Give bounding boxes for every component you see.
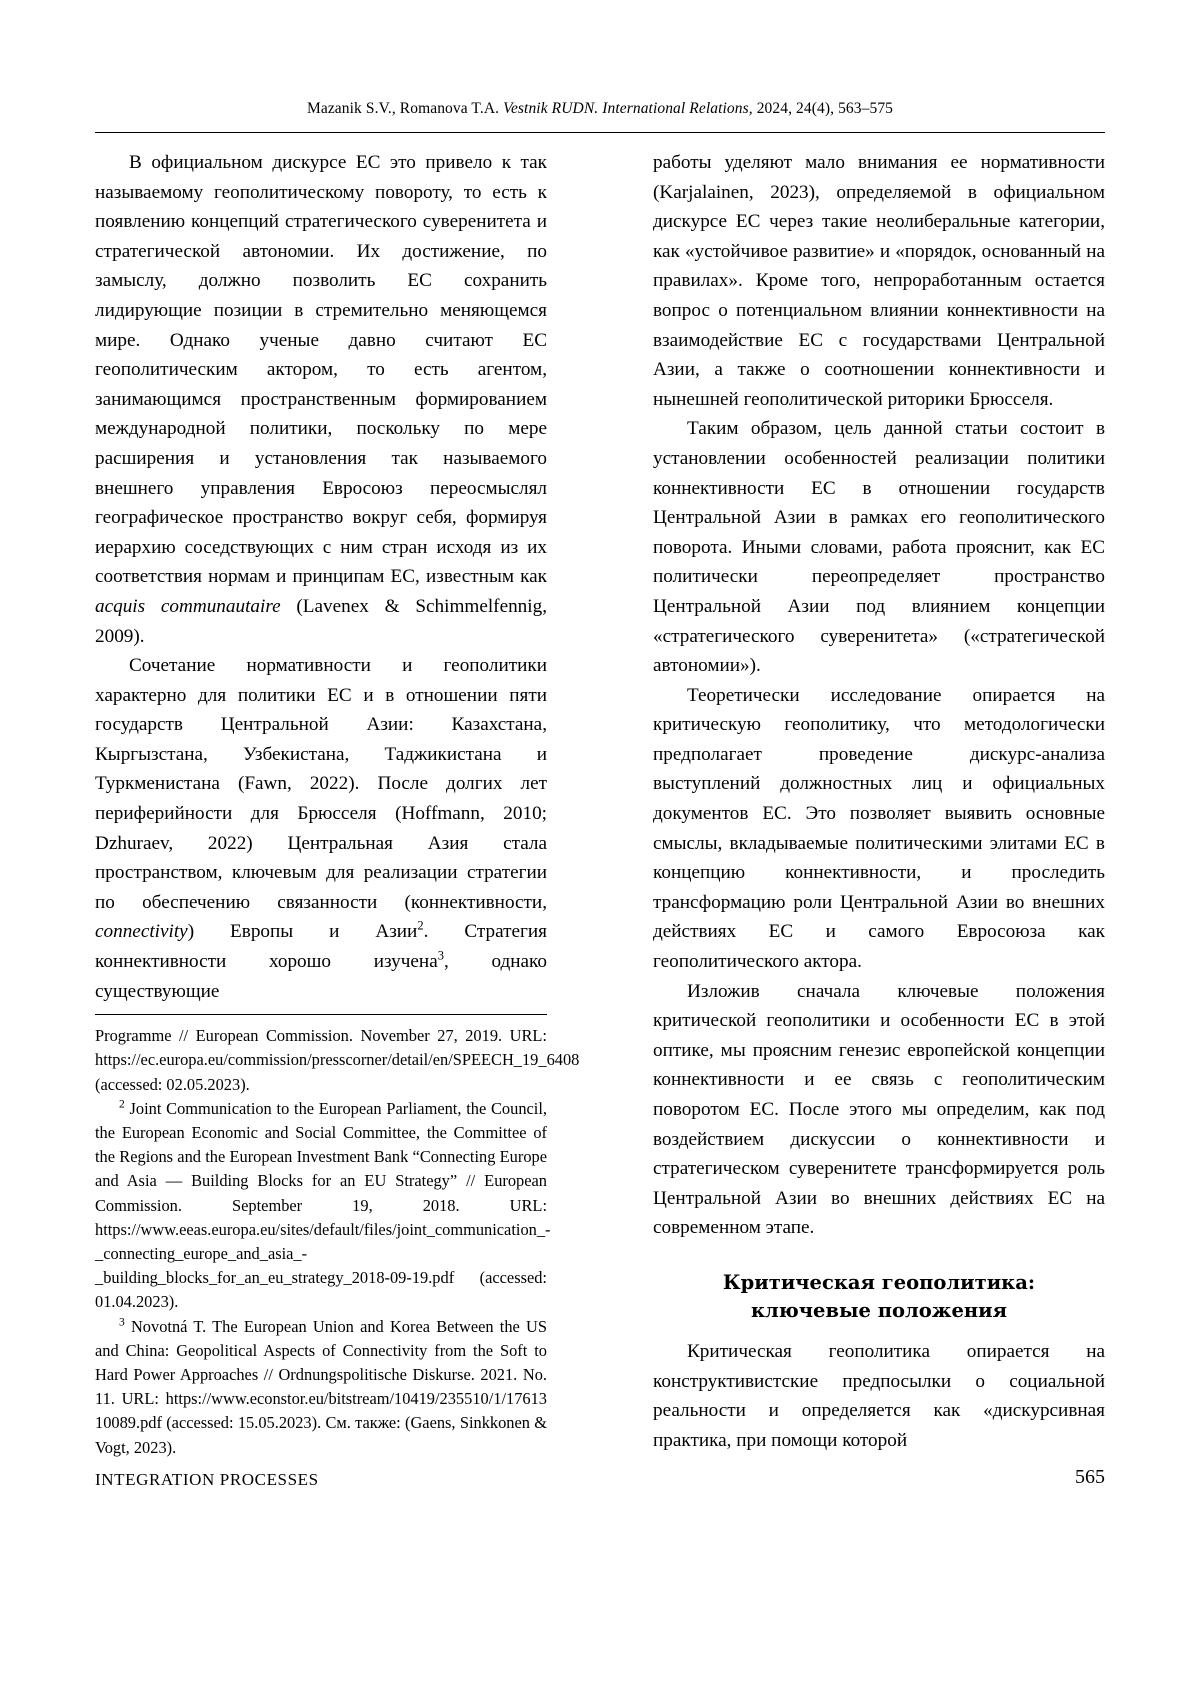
footnote-divider (95, 1014, 547, 1015)
footer-section-label: INTEGRATION PROCESSES (95, 1470, 319, 1489)
paragraph-italic-term: connectivity (95, 921, 188, 943)
paragraph-text: В официальном дискурсе ЕС это привело к так называемому геополитическому повороту, то есть к появлению концепций стратегического суверенитета и стратегической автономии. Их достижение, по замыслу, должно позволить ЕС сохранить лидирующие позиции в стремительно меняющемся мире. Однако ученые давно считают ЕС геополитическим актором, то есть агентом, занимающимся пространственным формированием международной политики, поскольку по мере расширения и установления так называемого внешнего управления Евросоюз переосмыслял географическое пространство вокруг себя, формируя иерархию соседствующих с ним стран исходя из их соответствия нормам и принципам ЕС, известным как (95, 152, 547, 588)
section-heading (653, 1269, 1105, 1325)
footnote-marker: 2 (119, 1098, 125, 1111)
paragraph-tail-b: . Стратегия коннективности хорошо изучена (95, 921, 547, 973)
paragraph-tail: (Lavenex & Schimmelfennig, 2009). (95, 595, 547, 647)
column-right (653, 148, 1105, 1455)
paragraph: Теоретически исследование опирается на критическую геополитику, что методологически предполагает проведение дискурс-анализа выступлений должностных лиц и официальных документов ЕС. Это позволяет выявить основные смыслы, вкладываемые политическими элитами ЕС в концепцию коннективности, и проследить трансформацию роли Центральной Азии во внешних действиях ЕС и самого Евросоюза как геополитического актора. (653, 684, 1105, 973)
footnote-text: Joint Communication to the European Parliament, the Council, the European Economic and Social Committee, the Committee of the Regions and the European Investment Bank “Connecting Europe and Asia — Building Blocks for an EU Strategy” // European Commission. September 19, 2018. URL: https://www.eeas.europa.eu/sites/default/files/joint_communication_-_connecting_europe_and_asia_-_building_blocks_for_an_eu_strategy_2018-09-19.pdf (accessed: 01.04.2023). (95, 1098, 551, 1312)
paragraph: Критическая геополитика опирается на конструктивистские предпосылки о социальной реальности и определяется как «дискурсивная практика, при помощи которой (653, 1340, 1105, 1451)
footnote-marker: 3 (119, 1316, 125, 1329)
paragraph-text: Сочетание нормативности и геополитики характерно для политики ЕС и в отношении пяти государств Центральной Азии: Казахстана, Кыргызстана, Узбекистана, Таджикистана и Туркменистана (Fawn, 2022). После долгих лет периферийности для Брюсселя (Hoffmann, 2010; Dzhuraev, 2022) Центральная Азия стала пространством, ключевым для реализации стратегии по обеспечению связанности (коннективности, (95, 655, 547, 913)
running-head-authors: Mazanik S.V., Romanova T.A. (306, 100, 500, 117)
body-columns (95, 148, 1105, 1457)
paragraph: Таким образом, цель данной статьи состоит в установлении особенностей реализации политики коннективности ЕС в отношении государств Центральной Азии в рамках его геополитического поворота. Иными словами, работа прояснит, как ЕС политически переопределяет пространство Центральной Азии под влиянием концепции «стратегического суверенитета» («стратегической автономии»). (653, 418, 1105, 677)
paragraph (95, 148, 547, 651)
footnote-marker-2: 2 (417, 919, 424, 934)
footnote-text: Novotná T. The European Union and Korea Between the US and China: Geopolitical Aspects of Connectivity from the Soft to Hard Power Approaches // Ordnungspolitische Diskurse. 2021. No. 11. URL: https://www.econstor.eu/bitstream/10419/235510/1/17613 10089.pdf (accessed: 15.05.2023). См. также: (Gaens, Sinkkonen & Vogt, 2023). (95, 1316, 547, 1457)
section-heading-line2: ключевые положения (750, 1298, 1008, 1322)
footnote-text: Programme // European Commission. November 27, 2019. URL: https://ec.europa.eu/commission/presscorner/detail/en/SPEECH_19_6408 (accessed: 02.05.2023). (95, 1026, 580, 1094)
paragraph-italic-term: acquis communautaire (95, 595, 281, 617)
column-left (95, 148, 580, 1460)
paragraph: Изложив сначала ключевые положения критической геополитики и особенности ЕС в этой оптике, мы проясним генезис европейской концепции коннективности и ее связь с геополитическим поворотом ЕС. После этого мы определим, как под воздействием дискуссии о коннективности и стратегическом суверенитете трансформируется роль Центральной Азии во внешних действиях ЕС на современном этапе. (653, 980, 1105, 1239)
heading-spacer (653, 1325, 1105, 1337)
footnote-item (95, 1097, 551, 1315)
section-heading-line1: Критическая геополитика: (722, 1270, 1036, 1294)
paragraph: работы уделяют мало внимания ее нормативности (Karjalainen, 2023), определяемой в официальном дискурсе ЕС через такие неолиберальные категории, как «устойчивое развитие» и «порядок, основанный на правилах». Кроме того, непроработанным остается вопрос о потенциальном влиянии коннективности на взаимодействие ЕС с государствами Центральной Азии, а также о соотношении коннективности и нынешней геополитической риторики Брюсселя. (653, 152, 1105, 410)
footnote-item (95, 1024, 580, 1097)
footnote-item (95, 1315, 547, 1460)
running-head-journal: Vestnik RUDN. International Relations, (503, 100, 753, 117)
page-number: 565 (1075, 1466, 1105, 1488)
paragraph-tail-a: ) Европы и Азии (187, 921, 418, 943)
running-head (95, 100, 1105, 119)
paragraph (95, 651, 547, 1006)
paragraph-tail-c: , однако существующие (95, 951, 548, 1002)
footnote-marker-3: 3 (437, 948, 444, 963)
running-head-issue: 2024, 24(4), 563–575 (756, 100, 894, 117)
header-divider (95, 132, 1105, 133)
